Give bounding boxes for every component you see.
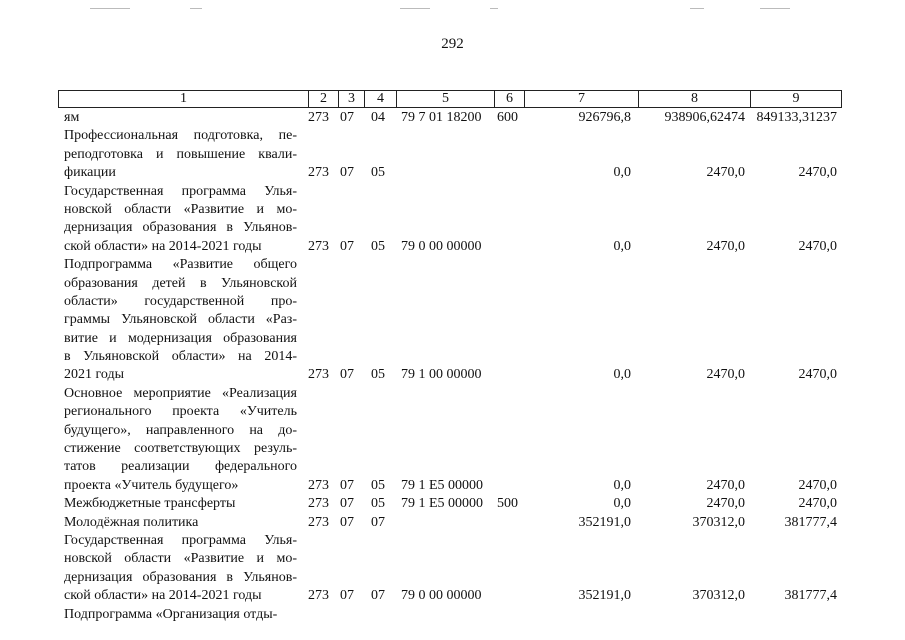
row-description — [64, 385, 297, 495]
description-line: дернизация образования в Ульянов- — [64, 569, 297, 585]
cell-c2: 273 — [308, 588, 329, 604]
cell-c5: 79 1 Е5 00000 — [401, 496, 484, 512]
cell-c2: 273 — [308, 109, 329, 125]
description-line: Молодёжная политика — [64, 514, 199, 530]
description-line: будущего», направленного на до- — [64, 422, 297, 438]
cell-c9: 381777,4 — [784, 588, 837, 604]
cell-c2: 273 — [308, 496, 329, 512]
row-description — [64, 256, 297, 385]
header-col-3: 3 — [339, 91, 365, 107]
header-col-7: 7 — [525, 91, 639, 107]
table-row — [0, 385, 905, 495]
description-line: стижение соответствующих резуль- — [64, 441, 297, 457]
cell-c7: 926796,8 — [578, 109, 631, 125]
cell-c3: 07 — [340, 238, 354, 254]
cell-c7: 0,0 — [613, 496, 631, 512]
description-line: фикации — [64, 165, 116, 181]
header-col-5: 5 — [397, 91, 495, 107]
cell-c3: 07 — [340, 514, 354, 530]
cell-c3: 07 — [340, 165, 354, 181]
cell-c3: 07 — [340, 588, 354, 604]
description-line: в Ульяновской области» на 2014- — [64, 349, 297, 365]
table-row — [0, 127, 905, 182]
cell-c2: 273 — [308, 477, 329, 493]
cell-c8: 2470,0 — [706, 496, 745, 512]
table-row — [0, 532, 905, 606]
cell-c2: 273 — [308, 238, 329, 254]
description-line: 2021 годы — [64, 367, 125, 383]
cell-c6: 500 — [497, 496, 518, 512]
description-line: граммы Ульяновской области «Раз- — [64, 312, 297, 328]
cell-c7: 352191,0 — [578, 514, 631, 530]
cell-c5: 79 7 01 18200 — [401, 109, 482, 125]
description-line: дернизация образования в Ульянов- — [64, 220, 297, 236]
cell-c8: 370312,0 — [692, 588, 745, 604]
scan-artifact — [0, 8, 905, 12]
table-row — [0, 109, 905, 127]
table-row — [0, 606, 905, 624]
cell-c2: 273 — [308, 165, 329, 181]
cell-c8: 370312,0 — [692, 514, 745, 530]
cell-c9: 2470,0 — [798, 477, 837, 493]
table-row — [0, 183, 905, 257]
cell-c8: 2470,0 — [706, 367, 745, 383]
description-line: Межбюджетные трансферты — [64, 496, 236, 512]
description-line: ской области» на 2014-2021 годы — [64, 238, 262, 254]
cell-c4: 05 — [371, 477, 385, 493]
description-line: новской области «Развитие и мо- — [64, 201, 297, 217]
cell-c4: 05 — [371, 367, 385, 383]
description-line: Государственная программа Улья- — [64, 183, 297, 199]
header-col-2: 2 — [309, 91, 339, 107]
row-description — [64, 183, 297, 257]
cell-c4: 05 — [371, 238, 385, 254]
table-row — [0, 256, 905, 385]
cell-c5: 79 1 00 00000 — [401, 367, 482, 383]
cell-c5: 79 0 00 00000 — [401, 238, 482, 254]
cell-c7: 352191,0 — [578, 588, 631, 604]
cell-c8: 2470,0 — [706, 477, 745, 493]
cell-c8: 2470,0 — [706, 165, 745, 181]
description-line: Государственная программа Улья- — [64, 532, 297, 548]
cell-c3: 07 — [340, 496, 354, 512]
table-row — [0, 514, 905, 532]
row-description — [64, 109, 297, 127]
cell-c2: 273 — [308, 367, 329, 383]
cell-c4: 04 — [371, 109, 385, 125]
row-description — [64, 514, 297, 532]
cell-c9: 381777,4 — [784, 514, 837, 530]
cell-c7: 0,0 — [613, 367, 631, 383]
cell-c4: 07 — [371, 514, 385, 530]
cell-c9: 2470,0 — [798, 367, 837, 383]
header-col-1: 1 — [59, 91, 309, 107]
cell-c9: 849133,31237 — [756, 109, 837, 125]
description-line: татов реализации федерального — [64, 459, 297, 475]
cell-c8: 2470,0 — [706, 238, 745, 254]
header-col-4: 4 — [365, 91, 397, 107]
cell-c4: 05 — [371, 496, 385, 512]
cell-c9: 2470,0 — [798, 238, 837, 254]
header-col-6: 6 — [495, 91, 525, 107]
description-line: Профессиональная подготовка, пе- — [64, 128, 297, 144]
cell-c4: 05 — [371, 165, 385, 181]
cell-c5: 79 0 00 00000 — [401, 588, 482, 604]
row-description — [64, 127, 297, 182]
description-line: ской области» на 2014-2021 годы — [64, 588, 262, 604]
row-description — [64, 532, 297, 606]
header-col-8: 8 — [639, 91, 751, 107]
description-line: Подпрограмма «Организация отды- — [64, 606, 278, 622]
row-description — [64, 495, 297, 513]
cell-c3: 07 — [340, 109, 354, 125]
header-col-9: 9 — [792, 91, 800, 106]
cell-c7: 0,0 — [613, 477, 631, 493]
cell-c7: 0,0 — [613, 165, 631, 181]
description-line: регионального проекта «Учитель — [64, 404, 297, 420]
table-body — [0, 109, 905, 624]
table-row — [0, 495, 905, 513]
cell-c3: 07 — [340, 477, 354, 493]
description-line: образования детей в Ульяновской — [64, 275, 297, 291]
description-line: витие и модернизация образования — [64, 330, 297, 346]
description-line: Основное мероприятие «Реализация — [64, 385, 297, 401]
cell-c9: 2470,0 — [798, 165, 837, 181]
table-header — [58, 90, 842, 108]
cell-c2: 273 — [308, 514, 329, 530]
description-line: реподготовка и повышение квали- — [64, 146, 297, 162]
cell-c3: 07 — [340, 367, 354, 383]
description-line: новской области «Развитие и мо- — [64, 551, 297, 567]
cell-c8: 938906,62474 — [664, 109, 745, 125]
page-number: 292 — [441, 36, 464, 52]
description-line: Подпрограмма «Развитие общего — [64, 257, 297, 273]
cell-c9: 2470,0 — [798, 496, 837, 512]
cell-c7: 0,0 — [613, 238, 631, 254]
cell-c5: 79 1 Е5 00000 — [401, 477, 484, 493]
description-line: проекта «Учитель будущего» — [64, 477, 239, 493]
row-description — [64, 606, 297, 624]
description-line: ям — [64, 110, 80, 125]
cell-c4: 07 — [371, 588, 385, 604]
description-line: области» государственной про- — [64, 293, 297, 309]
cell-c6: 600 — [497, 109, 518, 125]
